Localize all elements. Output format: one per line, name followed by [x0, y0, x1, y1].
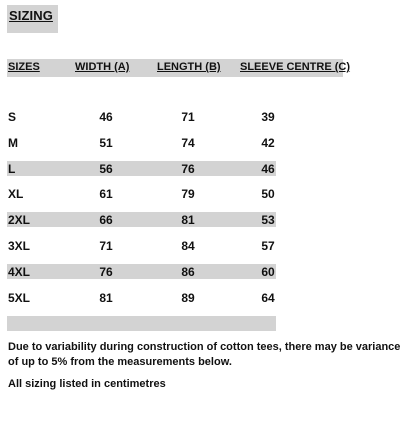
table-cell-length: 84 [181, 239, 195, 253]
table-cell-width: 51 [99, 135, 113, 150]
table-cell-length: 71 [181, 110, 195, 124]
table-row-bg [7, 316, 276, 331]
table-cell-length: 74 [181, 135, 195, 150]
table-row-bg [7, 161, 276, 176]
title-box [7, 5, 58, 33]
table-cell-size: 5XL [8, 290, 31, 305]
table-cell-length: 89 [181, 290, 195, 305]
table-cell-sleeve: 39 [261, 110, 275, 124]
table-cell-size: 2XL [8, 213, 31, 228]
table-cell-size: 4XL [8, 264, 31, 279]
table-cell-width: 76 [99, 264, 113, 279]
table-cell-width: 46 [99, 110, 113, 124]
table-cell-width: 56 [99, 161, 113, 176]
table-cell-width: 61 [99, 187, 113, 202]
table-cell-width: 71 [99, 239, 113, 253]
table-cell-size: 3XL [8, 239, 31, 253]
table-cell-length: 76 [181, 161, 195, 176]
table-cell-size: XL [8, 187, 24, 202]
table-cell-sleeve: 60 [261, 264, 275, 279]
table-cell-width: 81 [99, 290, 113, 305]
header-width: WIDTH (A) [75, 61, 130, 73]
table-cell-sleeve: 64 [261, 290, 275, 305]
header-length: LENGTH (B) [157, 61, 221, 73]
header-sizes: SIZES [8, 61, 40, 73]
table-cell-sleeve: 57 [261, 239, 275, 253]
table-cell-sleeve: 42 [261, 135, 275, 150]
table-cell-size: L [8, 161, 16, 176]
variance-note: Due to variability during construction of cotton tees, there may be variance of up to 5% from the measurements below. [8, 341, 401, 368]
table-cell-width: 66 [99, 213, 113, 228]
table-cell-length: 79 [181, 187, 195, 202]
table-cell-length: 81 [181, 213, 195, 228]
units-note: All sizing listed in centimetres [8, 378, 166, 390]
table-cell-sleeve: 53 [261, 213, 275, 228]
header-sleeve: SLEEVE CENTRE (C) [240, 61, 351, 73]
table-cell-length: 86 [181, 264, 195, 279]
table-cell-size: S [8, 110, 17, 124]
table-row-bg [7, 264, 276, 279]
table-cell-size: M [8, 135, 18, 150]
table-cell-sleeve: 50 [261, 187, 275, 202]
table-row-bg [7, 212, 276, 227]
table-cell-sleeve: 46 [261, 161, 275, 176]
page-title: SIZING [9, 8, 53, 23]
